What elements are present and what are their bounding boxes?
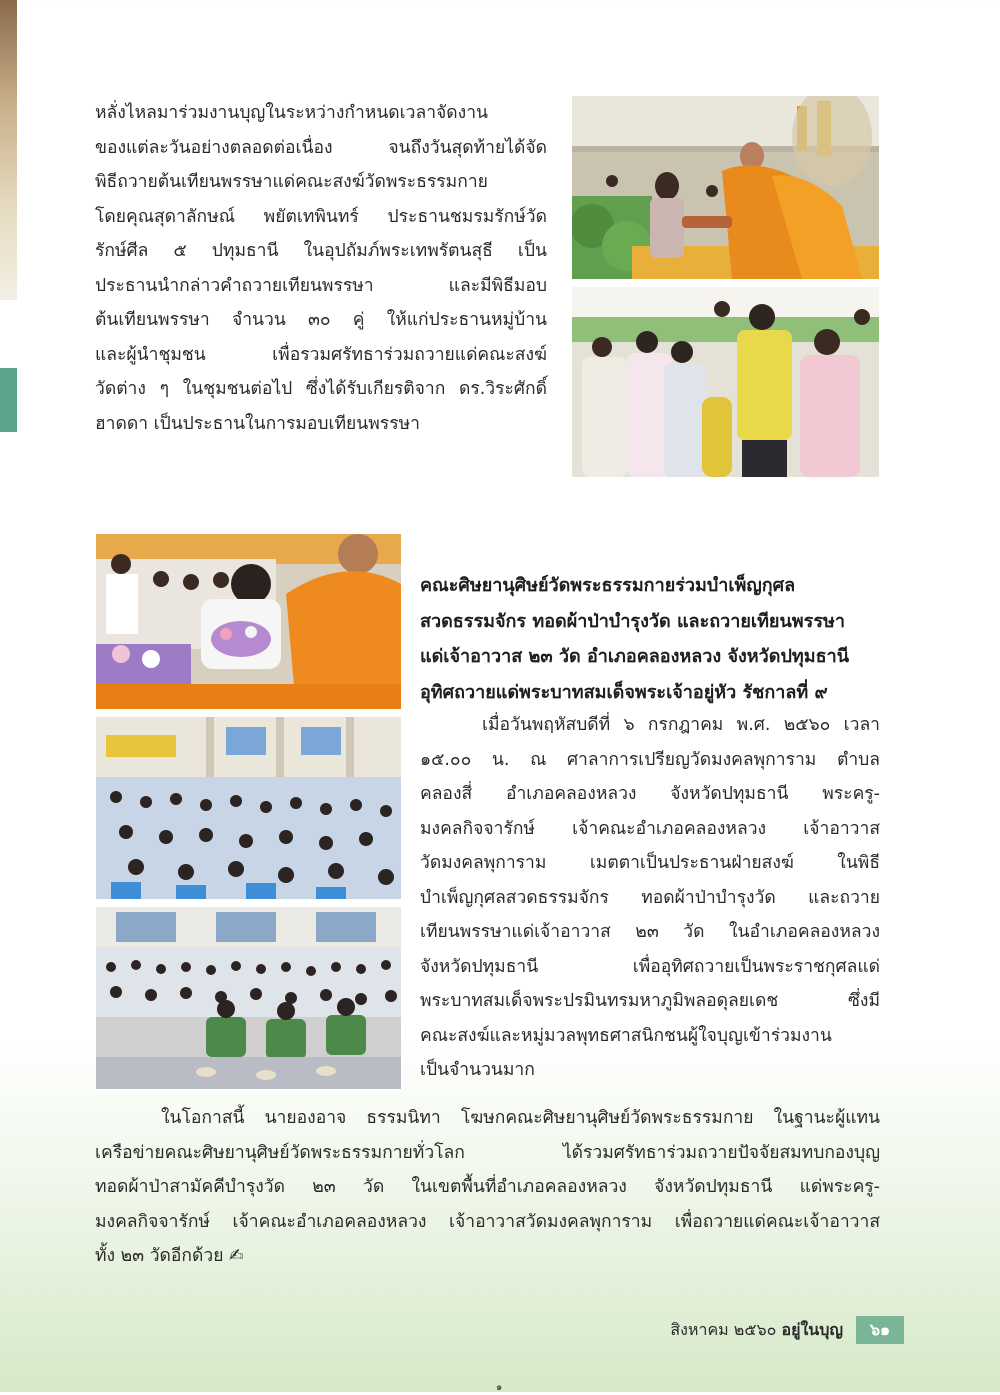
ceremony-paragraph <box>420 708 880 1088</box>
photo-flower-offering <box>96 534 401 709</box>
text-line: คณะสงฆ์และหมู่มวลพุทธศาสนิกชนผู้ใจบุญเข้าร่วมงาน <box>420 1025 832 1046</box>
photo-ceremony-hall <box>96 717 401 899</box>
text-line: มงคลกิจจารักษ์ เจ้าคณะอำเภอคลองหลวง เจ้าอาวาส <box>420 818 880 839</box>
intro-paragraph <box>95 96 547 441</box>
text-line: เครือข่ายคณะศิษยานุศิษย์วัดพระธรรมกายทั่วโลก ได้รวมศรัทธาร่วมถวายปัจจัยสมทบกองบุญ <box>95 1142 880 1163</box>
text-line: ทอดผ้าป่าสามัคคีบำรุงวัด ๒๓ วัด ในเขตพื้นที่อำเภอคลองหลวง จังหวัดปทุมธานี แด่พระครู- <box>95 1177 880 1197</box>
page-edge-decoration <box>0 0 17 300</box>
text-line: หลั่งไหลมาร่วมงานบุญในระหว่างกำหนดเวลาจัดงาน <box>95 103 488 123</box>
text-line: พระบาทสมเด็จพระปรมินทรมหาภูมิพลอดุลยเดช ซึ่งมี <box>420 991 880 1011</box>
footer-magazine-name: อยู่ในบุญ <box>781 1320 843 1339</box>
text-line: ในโอกาสนี้ นายองอาจ ธรรมนิทา โฆษกคณะศิษยานุศิษย์วัดพระธรรมกาย ในฐานะผู้แทน <box>161 1108 880 1128</box>
text-line: บำเพ็ญกุศลสวดธรรมจักร ทอดผ้าป่าบำรุงวัด และถวาย <box>420 887 880 908</box>
footer-month-year: สิงหาคม ๒๕๖๐ <box>670 1320 777 1339</box>
heading-line: สวดธรรมจักร ทอดผ้าป่าบำรุงวัด และถวายเทียนพรรษา <box>420 610 845 632</box>
text-line: วัดมงคลพุการาม เมตตาเป็นประธานฝ่ายสงฆ์ ในพิธี <box>420 853 880 873</box>
photo-students-praying <box>96 907 401 1089</box>
heading-line: อุทิศถวายแด่พระบาทสมเด็จพระเจ้าอยู่หัว รัชกาลที่ ๙ <box>420 681 828 703</box>
page-number-badge <box>856 1316 904 1344</box>
bottom-mark: ๑ <box>496 1382 503 1393</box>
text-line: จังหวัดปทุมธานี เพื่ออุทิศถวายเป็นพระราชกุศลแด่ <box>420 956 880 977</box>
text-line: มงคลกิจจารักษ์ เจ้าคณะอำเภอคลองหลวง เจ้าอาวาสวัดมงคลพุการาม เพื่อถวายแด่คณะเจ้าอาวาส <box>95 1211 880 1232</box>
page-number: ๖๑ <box>869 1319 891 1339</box>
text-line: ของแต่ละวันอย่างตลอดต่อเนื่อง จนถึงวันสุดท้ายได้จัด <box>95 137 547 158</box>
text-line: วัดต่าง ๆ ในชุมชนต่อไป ซึ่งได้รับเกียรติจาก ดร.วิระศักดิ์ <box>95 379 547 399</box>
photo-candle-offering <box>572 96 879 279</box>
text-line: เป็นจำนวนมาก <box>420 1060 535 1080</box>
text-line: เมื่อวันพฤหัสบดีที่ ๖ กรกฎาคม พ.ศ. ๒๕๖๐ เวลา <box>482 715 880 735</box>
text-line: คลองสี่ อำเภอคลองหลวง จังหวัดปทุมธานี พระครู- <box>420 784 880 804</box>
heading-line: แด่เจ้าอาวาส ๒๓ วัด อำเภอคลองหลวง จังหวัดปทุมธานี <box>420 646 850 667</box>
text-line: พิธีถวายต้นเทียนพรรษาแด่คณะสงฆ์วัดพระธรรมกาย <box>95 172 488 192</box>
text-line: ๑๕.๐๐ น. ณ ศาลาการเปรียญวัดมงคลพุการาม ตำบล <box>420 749 880 770</box>
text-line: รักษ์ศีล ๕ ปทุมธานี ในอุปถัมภ์พระเทพรัตนสุธี เป็น <box>95 241 547 261</box>
text-line: ฮาดดา เป็นประธานในการมอบเทียนพรรษา <box>95 413 420 434</box>
page-edge-accent-bar <box>0 368 17 432</box>
text-line: เทียนพรรษาแด่เจ้าอาวาส ๒๓ วัด ในอำเภอคลองหลวง <box>420 922 880 942</box>
heading-line: คณะศิษยานุศิษย์วัดพระธรรมกายร่วมบำเพ็ญกุศล <box>420 575 796 596</box>
text-line: โดยคุณสุดาลักษณ์ พยัตเทพินทร์ ประธานชมรมรักษ์วัด <box>95 206 547 227</box>
text-line: ประธานนำกล่าวคำถวายเทียนพรรษา และมีพิธีมอบ <box>95 275 547 296</box>
footer-issue-label <box>670 1318 843 1343</box>
text-line: ทั้ง ๒๓ วัดอีกด้วย ✍ <box>95 1246 244 1266</box>
photo-candle-handover <box>572 287 879 477</box>
text-line: และผู้นำชุมชน เพื่อรวมศรัทธาร่วมถวายแด่คณะสงฆ์ <box>95 344 547 365</box>
article-heading <box>420 568 880 710</box>
text-line: ต้นเทียนพรรษา จำนวน ๓๐ คู่ ให้แก่ประธานหมู่บ้าน <box>95 310 547 330</box>
closing-paragraph <box>95 1101 880 1274</box>
